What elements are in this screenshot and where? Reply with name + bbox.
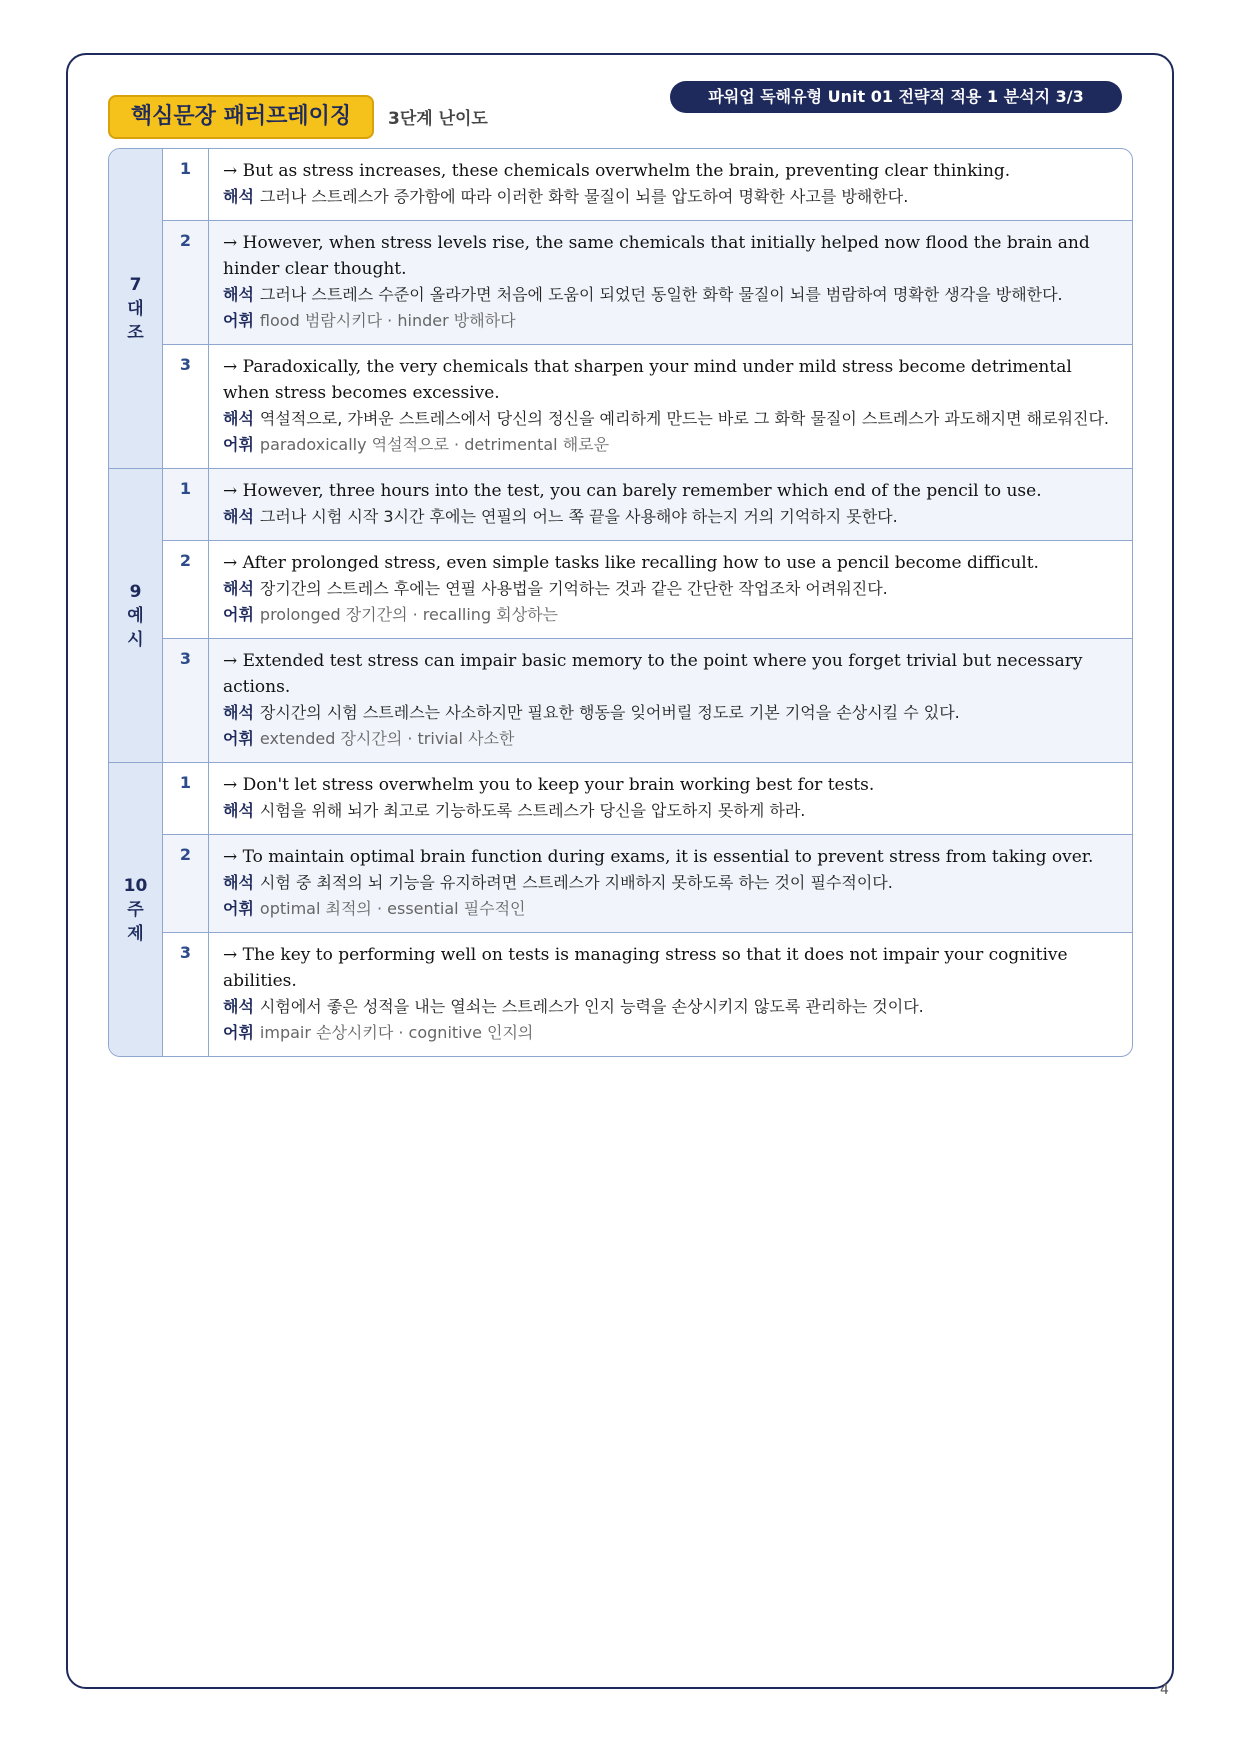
vocab-tag: 어휘 — [223, 605, 254, 624]
korean-translation: 시험 중 최적의 뇌 기능을 유지하려면 스트레스가 지배하지 못하도록 하는 것이 필수적이다. — [259, 873, 893, 892]
korean-translation: 시험을 위해 뇌가 최고로 기능하도록 스트레스가 당신을 압도하지 못하게 하라. — [259, 801, 806, 820]
table-row — [163, 220, 1132, 344]
interpret-tag: 해석 — [223, 873, 254, 892]
vocab-list: optimal 최적의 · essential 필수적인 — [259, 899, 526, 918]
paraphrase-table — [108, 148, 1133, 1057]
english-sentence: → After prolonged stress, even simple tasks like recalling how to use a pencil become difficult. — [223, 553, 1039, 573]
korean-translation: 그러나 스트레스가 증가함에 따라 이러한 화학 물질이 뇌를 압도하여 명확한 사고를 방해한다. — [259, 187, 909, 206]
vocab-list: flood 범람시키다 · hinder 방해하다 — [259, 311, 516, 330]
interpret-tag: 해석 — [223, 507, 254, 526]
table-row — [163, 932, 1132, 1056]
korean-translation: 그러나 시험 시작 3시간 후에는 연필의 어느 쪽 끝을 사용해야 하는지 거의 기억하지 못한다. — [259, 507, 898, 526]
row-number: 2 — [163, 835, 209, 932]
vocab-list: impair 손상시키다 · cognitive 인지의 — [259, 1023, 534, 1042]
english-sentence: → However, when stress levels rise, the same chemicals that initially helped now flood the brain and hinder clear thought. — [223, 233, 1090, 279]
vocab-tag: 어휘 — [223, 899, 254, 918]
table-row — [163, 469, 1132, 540]
unit-badge: 파워업 독해유형 Unit 01 전략적 적용 1 분석지 3/3 — [670, 81, 1122, 113]
table-row — [163, 149, 1132, 220]
korean-translation: 시험에서 좋은 성적을 내는 열쇠는 스트레스가 인지 능력을 손상시키지 않도록 관리하는 것이다. — [259, 997, 924, 1016]
interpret-tag: 해석 — [223, 187, 254, 206]
interpret-tag: 해석 — [223, 703, 254, 722]
vocab-list: extended 장시간의 · trivial 사소한 — [259, 729, 515, 748]
vocab-tag: 어휘 — [223, 435, 254, 454]
page-number: 4 — [1160, 1682, 1169, 1698]
group-7 — [109, 149, 1132, 468]
row-number: 2 — [163, 541, 209, 638]
row-number: 3 — [163, 933, 209, 1056]
difficulty-level: 3단계 난이도 — [388, 109, 488, 129]
group-label — [109, 149, 163, 468]
row-number: 1 — [163, 149, 209, 220]
english-sentence: → However, three hours into the test, you can barely remember which end of the pencil to use. — [223, 481, 1042, 501]
vocab-list: paradoxically 역설적으로 · detrimental 해로운 — [259, 435, 610, 454]
group-10 — [109, 762, 1132, 1056]
korean-translation: 역설적으로, 가벼운 스트레스에서 당신의 정신을 예리하게 만드는 바로 그 화학 물질이 스트레스가 과도해지면 해로워진다. — [259, 409, 1110, 428]
korean-translation: 장기간의 스트레스 후에는 연필 사용법을 기억하는 것과 같은 간단한 작업조차 어려워진다. — [259, 579, 888, 598]
vocab-tag: 어휘 — [223, 1023, 254, 1042]
group-char: 조 — [127, 322, 144, 343]
group-label — [109, 469, 163, 762]
group-char: 주 — [127, 899, 144, 920]
table-row — [163, 763, 1132, 834]
vocab-tag: 어휘 — [223, 729, 254, 748]
english-sentence: → Don't let stress overwhelm you to keep your brain working best for tests. — [223, 775, 875, 795]
group-number: 10 — [123, 875, 148, 896]
group-char: 제 — [127, 923, 144, 944]
english-sentence: → The key to performing well on tests is managing stress so that it does not impair your cognitive abilities. — [223, 945, 1068, 991]
korean-translation: 그러나 스트레스 수준이 올라가면 처음에 도움이 되었던 동일한 화학 물질이 뇌를 범람하여 명확한 생각을 방해한다. — [259, 285, 1063, 304]
interpret-tag: 해석 — [223, 285, 254, 304]
vocab-list: prolonged 장기간의 · recalling 회상하는 — [259, 605, 559, 624]
table-row — [163, 540, 1132, 638]
table-row — [163, 834, 1132, 932]
section-title: 핵심문장 패러프레이징 — [108, 95, 374, 139]
row-number: 3 — [163, 345, 209, 468]
group-label — [109, 763, 163, 1056]
group-char: 시 — [127, 629, 144, 650]
table-row — [163, 344, 1132, 468]
group-char: 예 — [127, 605, 144, 626]
english-sentence: → To maintain optimal brain function during exams, it is essential to prevent stress from taking over. — [223, 847, 1094, 867]
group-number: 7 — [129, 274, 142, 295]
english-sentence: → Paradoxically, the very chemicals that sharpen your mind under mild stress become detrimental when stress becomes excessive. — [223, 357, 1072, 403]
row-number: 1 — [163, 763, 209, 834]
vocab-tag: 어휘 — [223, 311, 254, 330]
interpret-tag: 해석 — [223, 579, 254, 598]
row-number: 3 — [163, 639, 209, 762]
table-row — [163, 638, 1132, 762]
group-char: 대 — [127, 298, 144, 319]
group-number: 9 — [129, 581, 142, 602]
interpret-tag: 해석 — [223, 801, 254, 820]
group-9 — [109, 468, 1132, 762]
row-number: 1 — [163, 469, 209, 540]
english-sentence: → But as stress increases, these chemicals overwhelm the brain, preventing clear thinking. — [223, 161, 1011, 181]
korean-translation: 장시간의 시험 스트레스는 사소하지만 필요한 행동을 잊어버릴 정도로 기본 기억을 손상시킬 수 있다. — [259, 703, 960, 722]
interpret-tag: 해석 — [223, 997, 254, 1016]
english-sentence: → Extended test stress can impair basic memory to the point where you forget trivial but necessary actions. — [223, 651, 1083, 697]
interpret-tag: 해석 — [223, 409, 254, 428]
row-number: 2 — [163, 221, 209, 344]
